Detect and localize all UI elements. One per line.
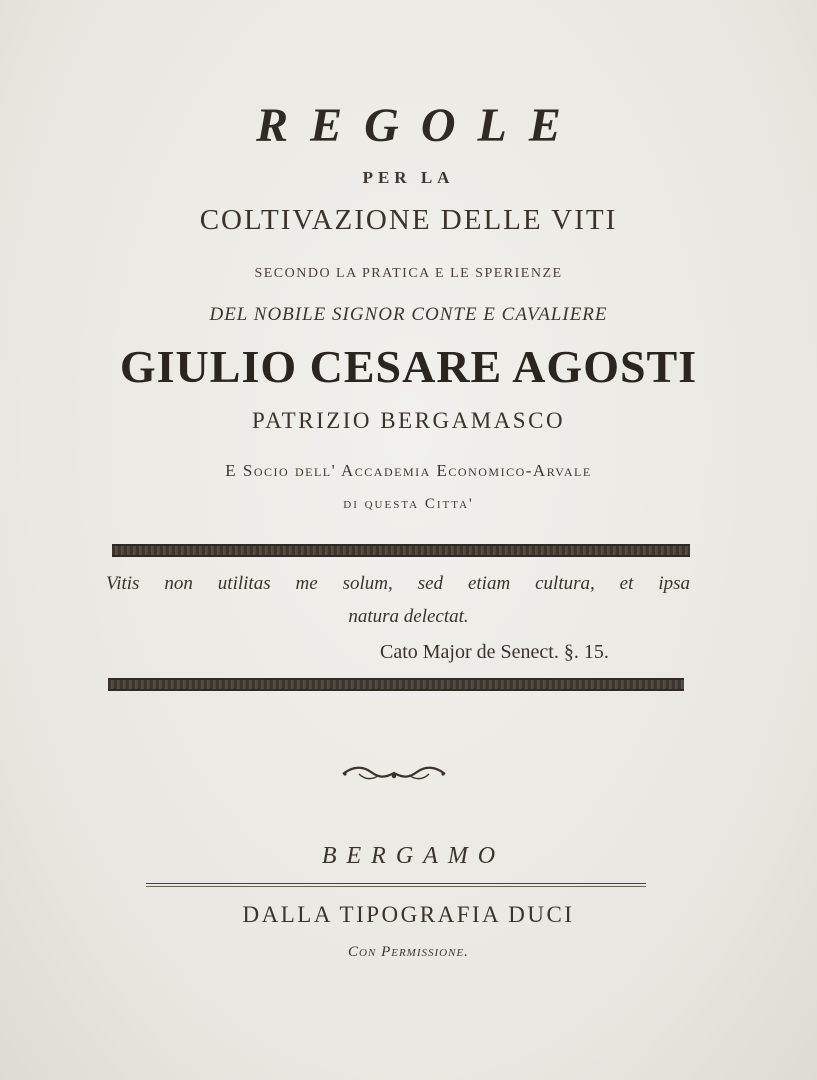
decorative-rule-bottom	[108, 678, 684, 691]
author-patrizio: PATRIZIO BERGAMASCO	[251, 408, 566, 433]
author-socio: E Socio dell' Accademia Economico-Arvale	[225, 461, 592, 480]
author-name: GIULIO CESARE AGOSTI	[119, 341, 698, 392]
thin-rule	[146, 883, 646, 887]
place-of-publication: BERGAMO	[321, 843, 506, 869]
author-citta: di questa Citta'	[343, 496, 474, 512]
epigraph-line-1: Vitis non utilitas me solum, sed etiam cultura, et ipsa	[106, 573, 690, 594]
decorative-rule-top	[112, 544, 690, 557]
line-secondo: SECONDO LA PRATICA E LE SPERIENZE	[254, 266, 563, 281]
line-nobile: DEL NOBILE SIGNOR CONTE E CAVALIERE	[209, 304, 608, 325]
permission-line: Con Permissione.	[348, 944, 469, 960]
book-title: REGOLE	[256, 99, 583, 152]
subtitle-coltivazione: COLTIVAZIONE DELLE VITI	[199, 204, 618, 236]
ornament-icon	[339, 760, 449, 786]
epigraph-line-2: natura delectat.	[348, 606, 469, 627]
subtitle-per-la: PER LA	[362, 168, 455, 187]
epigraph-attribution: Cato Major de Senect. §. 15.	[380, 641, 609, 663]
printer-line: DALLA TIPOGRAFIA DUCI	[242, 902, 575, 927]
